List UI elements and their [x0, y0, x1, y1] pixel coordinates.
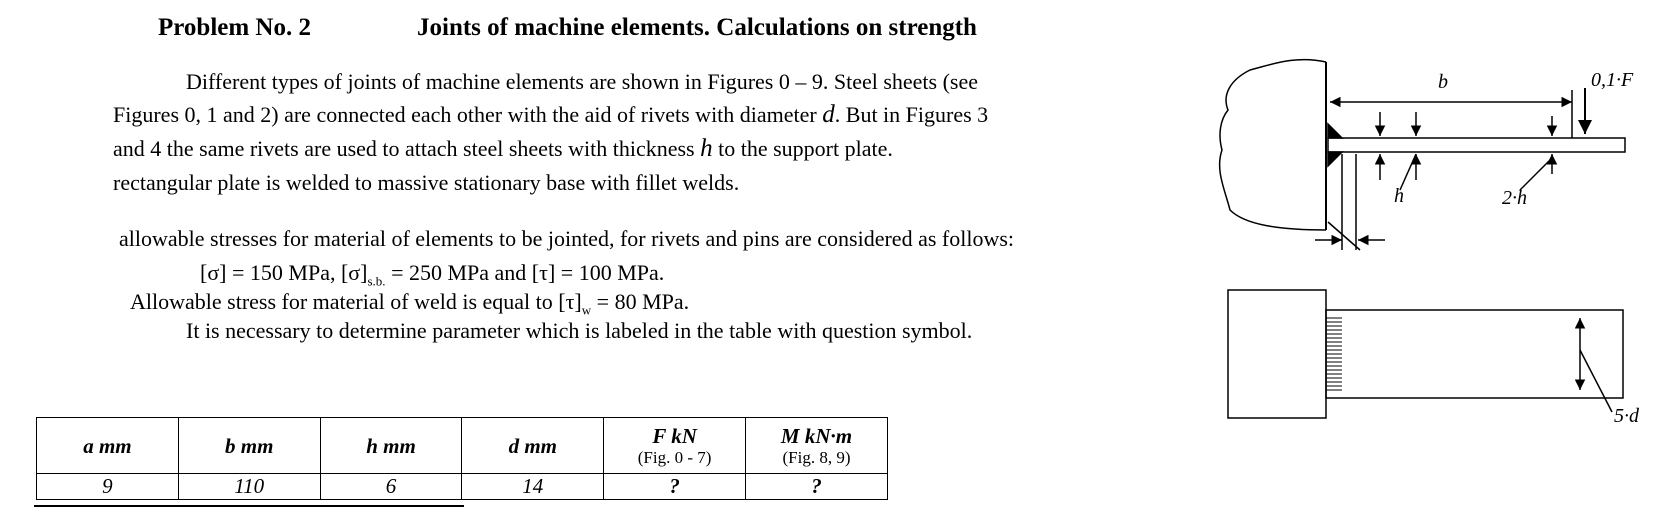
page-title: Joints of machine elements. Calculations on strength	[417, 14, 977, 41]
header-d: d mm	[508, 433, 557, 458]
paragraph-1-line-3-text-a: and 4 the same rivets are used to attach steel sheets with thickness	[113, 136, 701, 161]
table-header-cell	[462, 418, 604, 474]
table-header-cell	[745, 418, 887, 474]
problem-number: Problem No. 2	[158, 14, 311, 41]
paragraph-1-line-2-text-a: Figures 0, 1 and 2) are connected each other with the aid of rivets with diameter	[113, 102, 823, 127]
paragraph-1-line-2	[113, 99, 988, 131]
parameters-table	[36, 417, 888, 500]
label-b: b	[1438, 71, 1448, 93]
task-statement: It is necessary to determine parameter which is labeled in the table with question symbol.	[186, 318, 973, 343]
formula-subscript: s.b.	[367, 273, 386, 289]
weld-bottom	[1328, 152, 1342, 166]
table-header-cell	[37, 418, 179, 474]
header-a: a mm	[83, 433, 132, 458]
weld-stress-line	[130, 289, 689, 318]
paragraph-1-line-1: Different types of joints of machine elements are shown in Figures 0 – 9. Steel sheets (see	[186, 69, 979, 94]
label-force: 0,1·F	[1591, 69, 1634, 91]
weld-stress-subscript: w	[581, 302, 592, 318]
header-f: F kN	[652, 423, 697, 448]
table-header-cell	[604, 418, 746, 474]
table-underline	[34, 505, 464, 507]
variable-h: h	[700, 135, 713, 162]
massive-base-outline	[1220, 60, 1326, 230]
table-cell-m: ?	[745, 474, 887, 500]
header-b: b mm	[224, 433, 274, 458]
paragraph-1-line-3-text-b: to the support plate.	[712, 136, 893, 161]
header-f-caption: (Fig. 0 - 7)	[637, 447, 712, 467]
paragraph-1-line-3	[113, 133, 893, 165]
paragraph-2-line-1: allowable stresses for material of elements to be jointed, for rivets and pins are considered as follows:	[119, 226, 1015, 251]
table-header-cell	[178, 418, 320, 474]
joint-drawing	[1200, 50, 1660, 470]
label-h: h	[1394, 185, 1404, 207]
table-cell-f: ?	[604, 474, 746, 500]
weld-stress-text-b: = 80 MPa.	[591, 289, 690, 314]
welded-plate-top-view	[1326, 310, 1623, 398]
weld-hatching	[1326, 318, 1342, 390]
label-5d: 5·d	[1614, 405, 1639, 427]
table-cell-a: 9	[37, 474, 179, 500]
header-m-caption: (Fig. 8, 9)	[782, 447, 851, 467]
formula-text-b: = 250 MPa and [τ] = 100 MPa.	[385, 260, 665, 285]
table-row	[37, 474, 888, 500]
variable-d: d	[822, 101, 835, 128]
paragraph-1-line-2-text-b: . But in Figures 3	[834, 102, 989, 127]
table-cell-h: 6	[320, 474, 462, 500]
massive-base-top-view	[1228, 290, 1326, 418]
formula-text-a: [σ] = 150 MPa, [σ]	[200, 260, 368, 285]
table-cell-b: 110	[178, 474, 320, 500]
header-h: h mm	[366, 433, 416, 458]
welded-plate-side-view	[1328, 138, 1625, 152]
weld-stress-text-a: Allowable stress for material of weld is equal to [τ]	[130, 289, 582, 314]
label-2h: 2·h	[1502, 187, 1527, 209]
paragraph-1-line-4: rectangular plate is welded to massive stationary base with fillet welds.	[113, 170, 740, 195]
table-cell-d: 14	[462, 474, 604, 500]
table-header-cell	[320, 418, 462, 474]
table-header-row	[37, 418, 888, 474]
header-m: M kN·m	[780, 423, 853, 448]
allowable-stress-formula	[200, 260, 664, 289]
weld-top	[1328, 124, 1342, 138]
